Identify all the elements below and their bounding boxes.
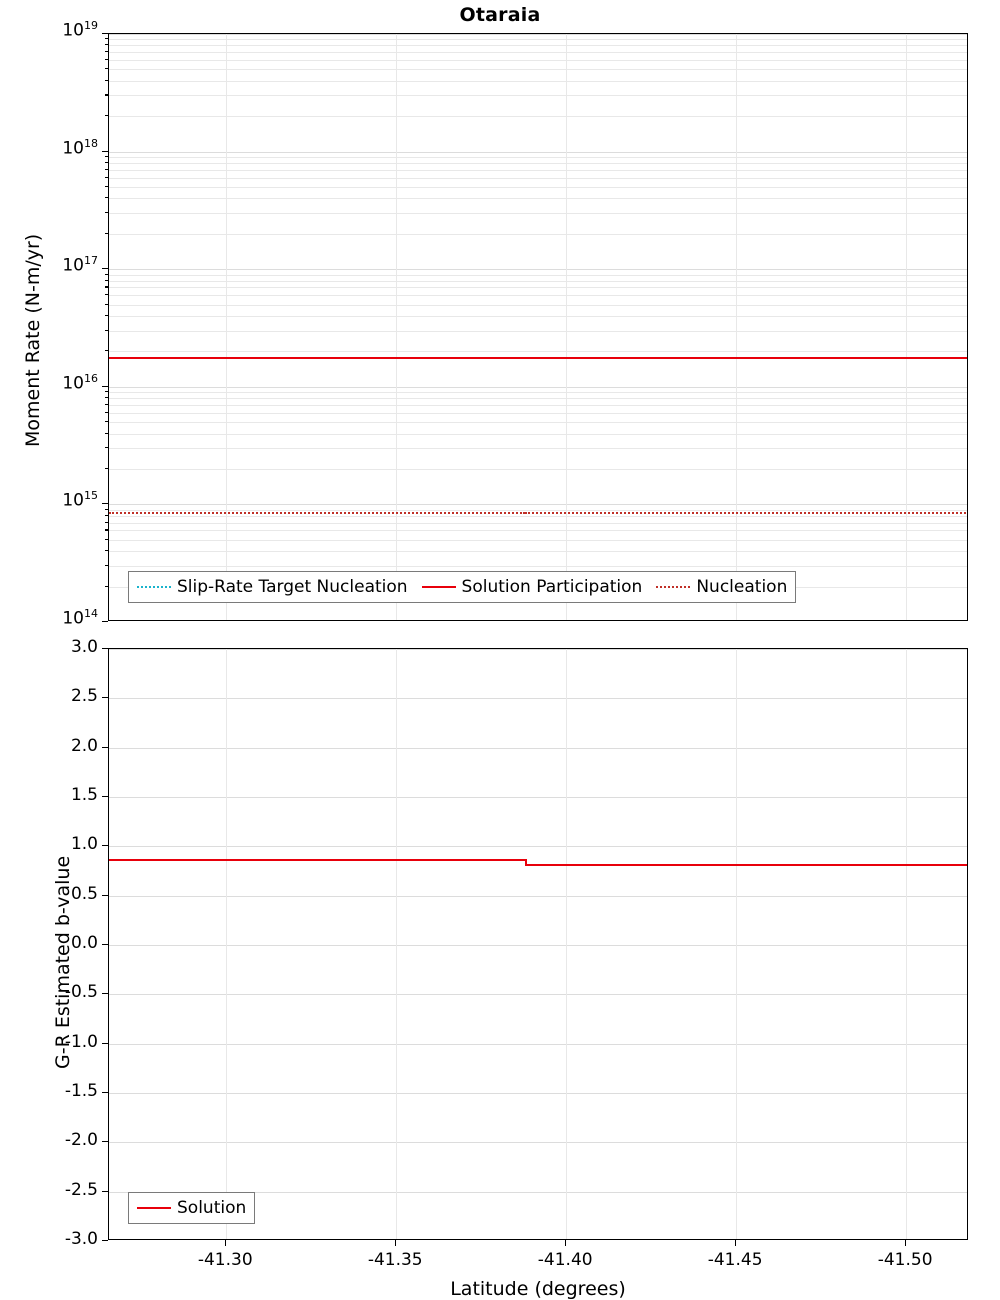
y-tick-mark-minor (105, 94, 109, 95)
y-tick-mark (102, 151, 108, 152)
y-tick-label: $10^{18}$ (62, 136, 98, 159)
y-tick-mark-minor (105, 529, 109, 530)
gridline (109, 530, 967, 531)
gridline (109, 69, 967, 70)
y-tick-mark (102, 944, 108, 945)
gridline (109, 52, 967, 53)
legend-item-solution-participation (422, 577, 643, 597)
gridline (109, 170, 967, 171)
y-tick-mark (102, 1240, 108, 1241)
gridline (109, 649, 967, 650)
b-value-legend (128, 1192, 255, 1224)
y-tick-mark (102, 845, 108, 846)
y-tick-label: 0.5 (70, 883, 98, 904)
gridline (226, 34, 227, 620)
gridline (396, 649, 397, 1239)
gridline (109, 748, 967, 749)
y-tick-mark-minor (105, 412, 109, 413)
y-tick-label: $10^{14}$ (62, 607, 98, 629)
y-tick-mark-minor (105, 44, 109, 45)
gridline (109, 39, 967, 40)
line-swatch-icon (137, 586, 171, 588)
gridline (109, 387, 967, 388)
y-tick-mark-minor (105, 115, 109, 116)
legend-label: Solution (177, 1198, 247, 1218)
legend-item-nucleation (656, 577, 787, 597)
y-tick-mark (102, 648, 108, 649)
gridline (109, 797, 967, 798)
y-tick-mark-minor (105, 397, 109, 398)
y-tick-mark-minor (105, 68, 109, 69)
gridline (109, 846, 967, 847)
y-tick-mark (102, 503, 108, 504)
gridline (396, 34, 397, 620)
gridline (109, 566, 967, 567)
gridline (109, 287, 967, 288)
y-tick-label: $10^{16}$ (62, 371, 98, 394)
data-line-solution-participation (109, 357, 525, 359)
x-tick-label: -41.50 (877, 1250, 933, 1270)
y-tick-label: -2.0 (64, 1130, 98, 1151)
y-tick-mark (102, 33, 108, 34)
gridline (109, 448, 967, 449)
gridline (109, 187, 967, 188)
page-title: Otaraia (459, 4, 541, 26)
data-line-solution-participation (525, 357, 968, 359)
y-tick-mark-minor (105, 59, 109, 60)
y-tick-mark-minor (105, 447, 109, 448)
gridline (109, 516, 967, 517)
x-tick-label: -41.30 (197, 1250, 253, 1270)
y-tick-mark-minor (105, 550, 109, 551)
y-tick-mark-minor (105, 286, 109, 287)
gridline (109, 405, 967, 406)
y-tick-mark-minor (105, 169, 109, 170)
y-tick-mark-minor (105, 509, 109, 510)
gridline (109, 896, 967, 897)
b-value-plot-area (109, 649, 967, 1239)
gridline (109, 434, 967, 435)
y-tick-mark-minor (105, 330, 109, 331)
y-tick-label: 2.0 (70, 735, 98, 756)
gridline (109, 198, 967, 199)
y-tick-label: -1.0 (64, 1031, 98, 1052)
gridline (109, 81, 967, 82)
y-tick-mark-minor (105, 38, 109, 39)
y-tick-mark-minor (105, 304, 109, 305)
gridline (109, 413, 967, 414)
gridline (906, 34, 907, 620)
gridline (109, 60, 967, 61)
gridline (109, 34, 967, 35)
y-tick-label: $10^{19}$ (62, 19, 98, 41)
gridline (736, 649, 737, 1239)
gridline (109, 152, 967, 153)
gridline (906, 649, 907, 1239)
gridline (566, 649, 567, 1239)
y-tick-mark-minor (105, 421, 109, 422)
gridline (109, 163, 967, 164)
data-line-solution (109, 859, 525, 861)
y-tick-mark-minor (105, 391, 109, 392)
gridline (109, 510, 967, 511)
y-tick-mark-minor (105, 51, 109, 52)
gridline (109, 95, 967, 96)
gridline (109, 295, 967, 296)
y-tick-mark-minor (105, 315, 109, 316)
y-tick-mark-minor (105, 468, 109, 469)
y-tick-mark-minor (105, 522, 109, 523)
y-tick-mark (102, 697, 108, 698)
gridline (109, 213, 967, 214)
legend-label: Solution Participation (461, 577, 643, 597)
y-tick-mark (102, 993, 108, 994)
y-tick-mark-minor (105, 197, 109, 198)
gridline (566, 34, 567, 620)
y-tick-label: 0.0 (70, 933, 98, 953)
y-tick-mark-minor (105, 515, 109, 516)
data-line-nucleation (109, 512, 525, 514)
legend-label: Slip-Rate Target Nucleation (177, 577, 408, 597)
legend-item-slip-rate-target-nucleation (137, 577, 408, 597)
y-tick-mark-minor (105, 280, 109, 281)
gridline (109, 269, 967, 270)
gridline (109, 281, 967, 282)
gridline (109, 945, 967, 946)
gridline (109, 1044, 967, 1045)
y-tick-mark (102, 621, 108, 622)
y-tick-mark (102, 1043, 108, 1044)
y-tick-label: 2.5 (70, 686, 98, 707)
gridline (109, 351, 967, 352)
b-value-y-axis-title: G-R Estimated b-value (52, 855, 74, 1069)
y-tick-mark-minor (105, 433, 109, 434)
gridline (109, 504, 967, 505)
y-tick-mark-minor (105, 156, 109, 157)
data-line-solution (525, 864, 968, 866)
legend-label: Nucleation (696, 577, 788, 597)
gridline (109, 157, 967, 158)
b-value-axes (108, 648, 968, 1240)
x-tick-label: -41.40 (537, 1250, 593, 1270)
gridline (736, 34, 737, 620)
gridline (109, 234, 967, 235)
y-tick-mark-minor (105, 294, 109, 295)
y-tick-label: 1.5 (70, 785, 98, 805)
gridline (109, 275, 967, 276)
gridline (109, 316, 967, 317)
data-line-nucleation (525, 512, 968, 514)
y-tick-mark-minor (105, 233, 109, 234)
y-tick-mark (102, 1191, 108, 1192)
y-tick-label: $10^{17}$ (62, 254, 98, 276)
gridline (109, 178, 967, 179)
gridline (109, 1093, 967, 1094)
y-tick-mark-minor (105, 212, 109, 213)
y-tick-mark (102, 747, 108, 748)
line-swatch-icon (422, 586, 456, 588)
y-tick-mark-minor (105, 350, 109, 351)
gridline (109, 331, 967, 332)
gridline (109, 1142, 967, 1143)
y-tick-mark-minor (105, 404, 109, 405)
y-tick-mark-minor (105, 586, 109, 587)
y-tick-mark (102, 1092, 108, 1093)
y-tick-label: -2.5 (64, 1179, 98, 1200)
gridline (109, 45, 967, 46)
y-tick-label: $10^{15}$ (62, 489, 98, 512)
x-tick-label: -41.35 (367, 1250, 423, 1270)
gridline (109, 305, 967, 306)
y-tick-mark-minor (105, 177, 109, 178)
gridline (109, 523, 967, 524)
y-tick-mark-minor (105, 539, 109, 540)
gridline (226, 649, 227, 1239)
y-tick-mark (102, 895, 108, 896)
moment-rate-plot-area (109, 34, 967, 620)
y-tick-mark (102, 386, 108, 387)
y-tick-label: -1.5 (64, 1081, 98, 1101)
gridline (109, 540, 967, 541)
x-tick-label: -41.45 (707, 1250, 763, 1270)
y-tick-label: -0.5 (64, 982, 98, 1003)
line-swatch-icon (137, 1207, 171, 1209)
x-tick-mark (565, 1240, 566, 1246)
gridline (109, 392, 967, 393)
legend-item-solution (137, 1198, 246, 1218)
gridline (109, 698, 967, 699)
x-tick-mark (395, 1240, 396, 1246)
y-tick-mark-minor (105, 274, 109, 275)
x-tick-mark (225, 1240, 226, 1246)
moment-rate-axes (108, 33, 968, 621)
y-tick-mark (102, 796, 108, 797)
x-tick-mark (735, 1240, 736, 1246)
gridline (109, 422, 967, 423)
line-swatch-icon (656, 586, 690, 588)
y-tick-mark-minor (105, 565, 109, 566)
y-tick-label: 3.0 (70, 637, 98, 657)
y-tick-mark-minor (105, 186, 109, 187)
gridline (109, 116, 967, 117)
y-tick-label: 1.0 (70, 834, 98, 855)
gridline (109, 469, 967, 470)
y-tick-mark-minor (105, 162, 109, 163)
y-tick-mark (102, 268, 108, 269)
gridline (109, 398, 967, 399)
moment-rate-y-axis-title: Moment Rate (N-m/yr) (22, 233, 44, 447)
latitude-x-axis-title: Latitude (degrees) (450, 1278, 626, 1300)
y-tick-label: -3.0 (64, 1229, 98, 1249)
moment-rate-legend (128, 571, 796, 603)
gridline (109, 551, 967, 552)
x-tick-mark (905, 1240, 906, 1246)
y-tick-mark-minor (105, 80, 109, 81)
gridline (109, 994, 967, 995)
y-tick-mark (102, 1141, 108, 1142)
